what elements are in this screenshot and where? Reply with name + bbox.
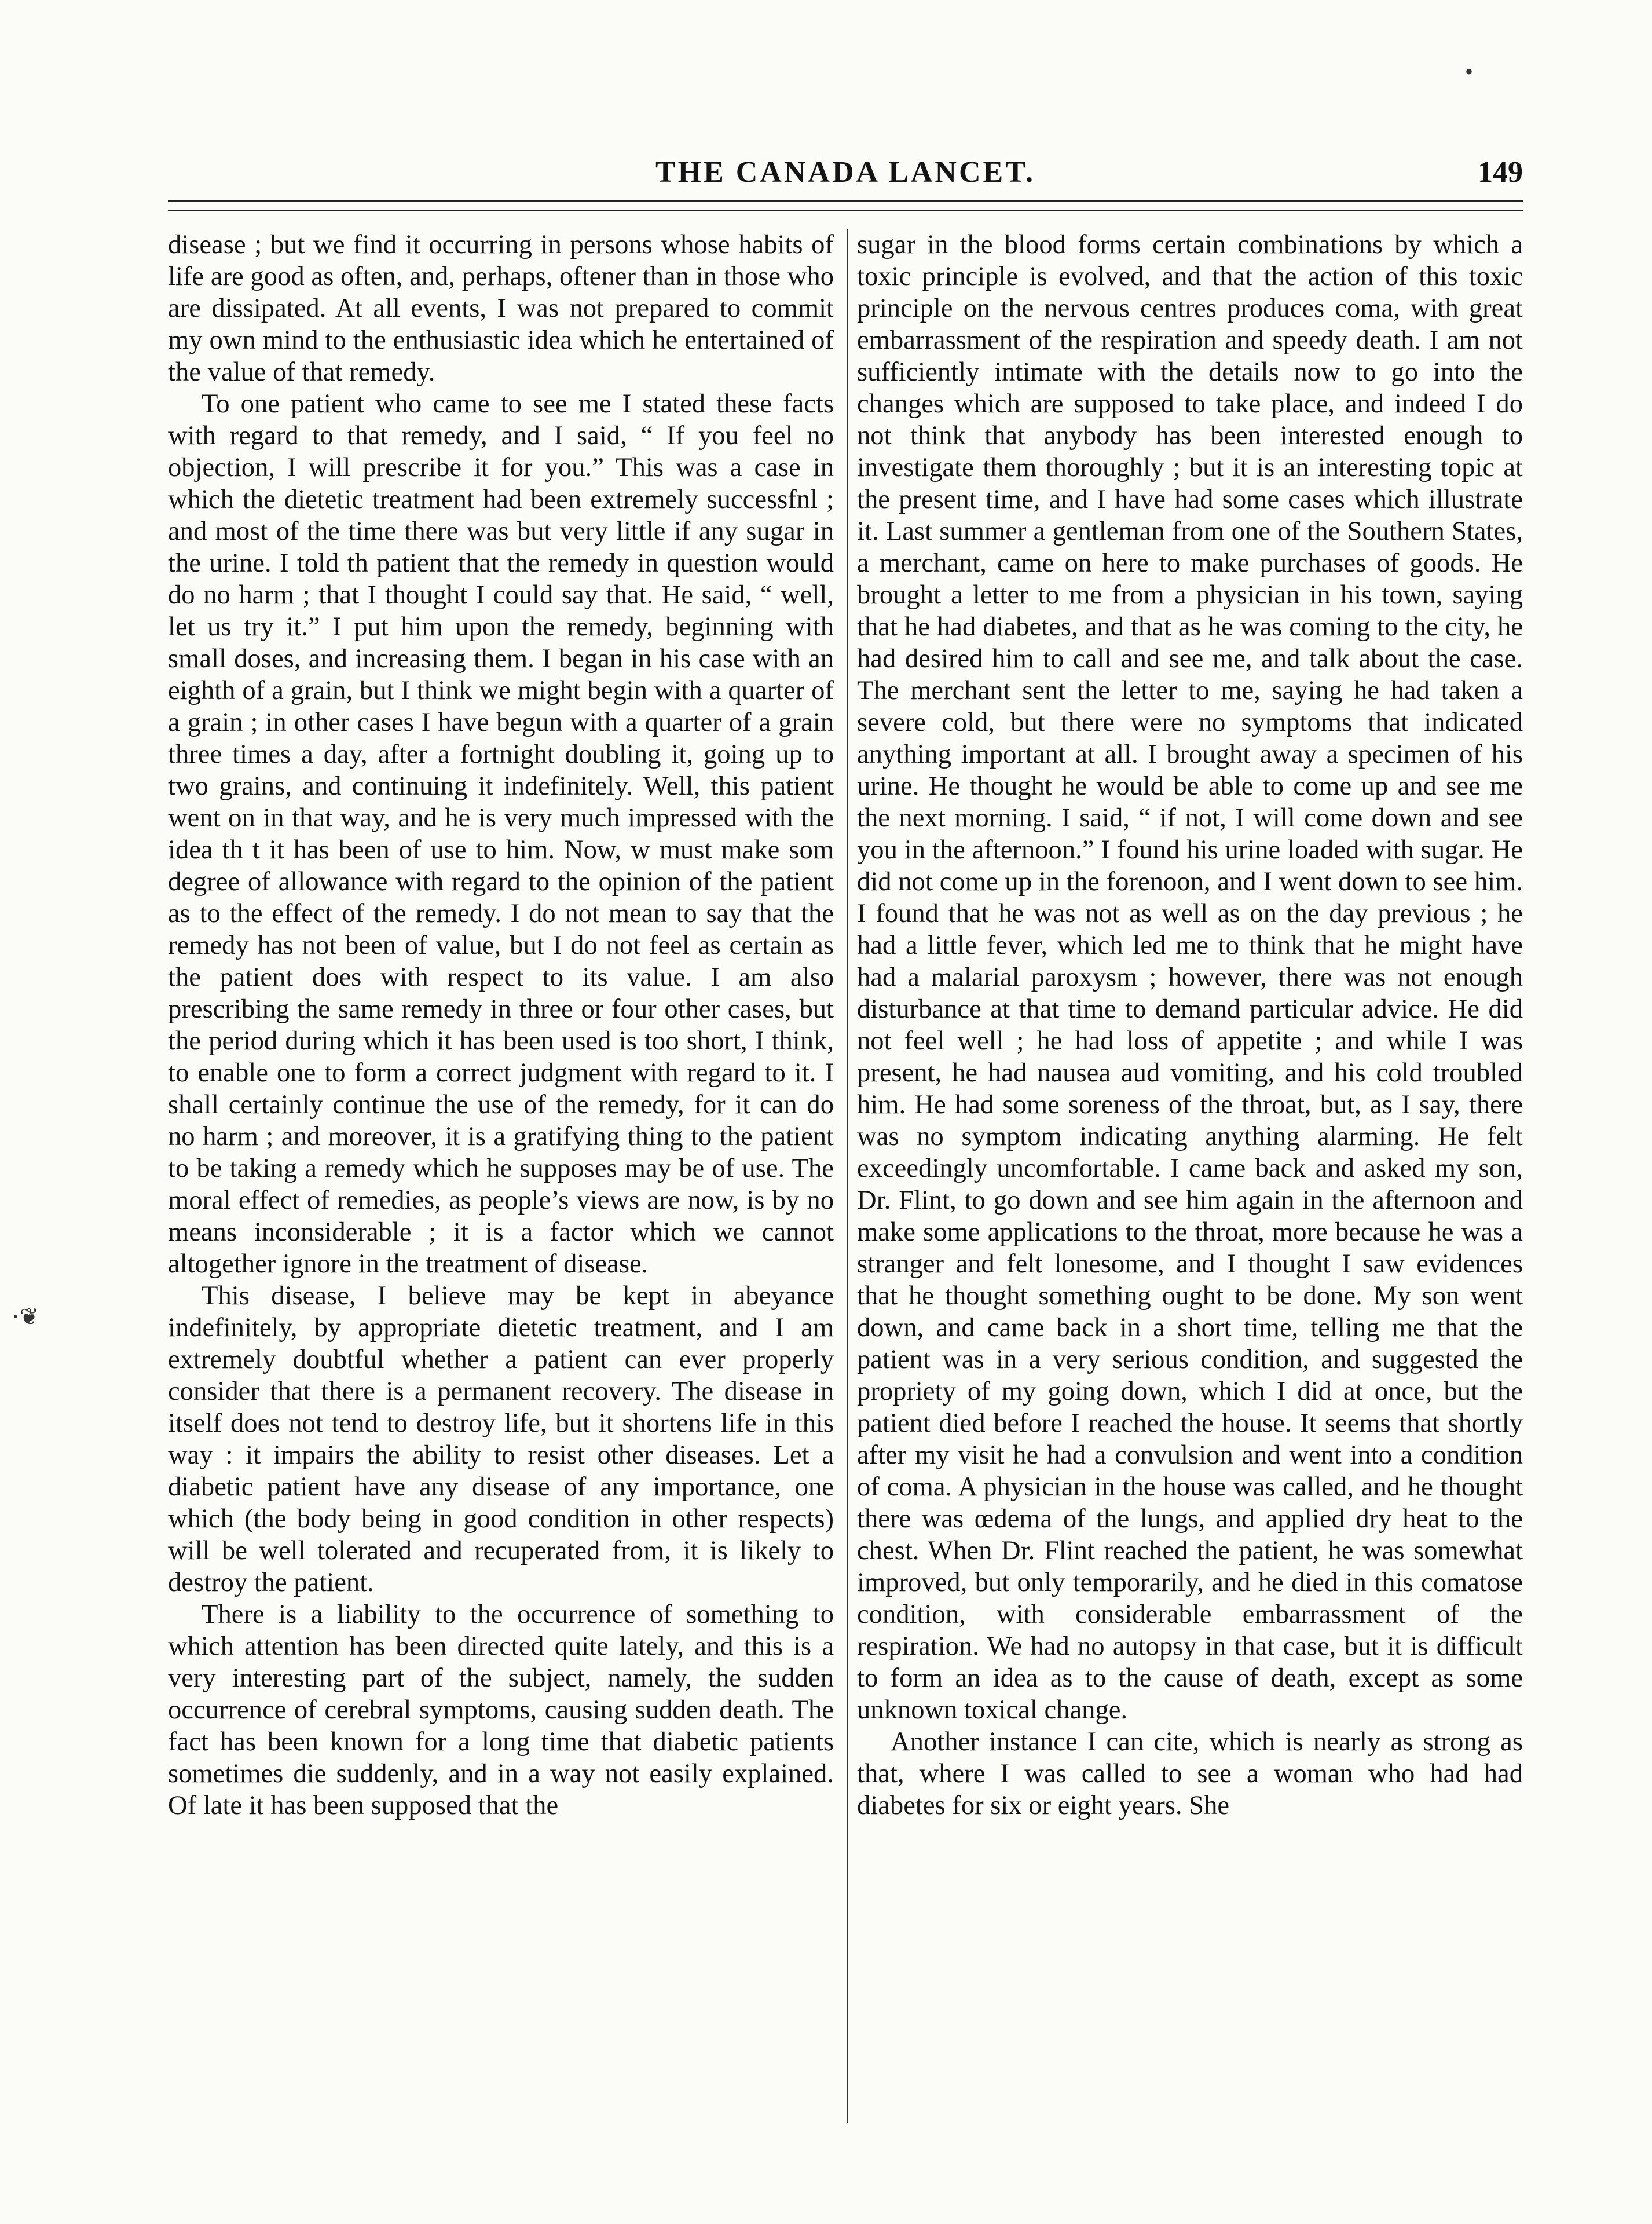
paragraph: disease ; but we find it occurring in persons whose habits of life are good as often, and, perhaps, oftener than in those who are dissipated. At all events, I was not prepared to commit my own mind to the enthusiastic idea which he entertained of the value of that remedy. <box>168 229 834 387</box>
paragraph: To one patient who came to see me I stated these facts with regard to that remedy, and I said, “ If you feel no objection, I will prescribe it for you.” This was a case in which the dietetic treatment had been extremely successfnl ; and most of the time there was but very little if any sugar in the urine. I told th patient that the remedy in question would do no harm ; that I thought I could say that. He said, “ well, let us try it.” I put him upon the remedy, beginning with small doses, and increasing them. I began in his case with an eighth of a grain, but I think we might begin with a quarter of a grain ; in other cases I have begun with a quarter of a grain three times a day, after a fortnight doubling it, going up to two grains, and continuing it indefinitely. Well, this patient went on in that way, and he is very much impressed with the idea th t it has been of use to him. Now, w must make som degree of allowance with regard to the opinion of the patient as to the effect of the remedy. I do not mean to say that the remedy has not been of value, but I do not feel as certain as the patient does with respect to its value. I am also prescribing the same remedy in three or four other cases, but the period during which it has been used is too short, I think, to enable one to form a correct judgment with regard to it. I shall certainly continue the use of the remedy, for it can do no harm ; and moreover, it is a gratifying thing to the patient to be taking a remedy which he supposes may be of use. The moral effect of remedies, as people’s views are now, is by no means inconsiderable ; it is a factor which we cannot altogether ignore in the treatment of disease. <box>168 389 834 1279</box>
paragraph: sugar in the blood forms certain combinations by which a toxic principle is evolved, and that the action of this toxic principle on the nervous centres produces coma, with great embarrassment of the respiration and speedy death. I am not sufficiently intimate with the details now to go into the changes which are supposed to take place, and indeed I do not think that anybody has been interested enough to investigate them thoroughly ; but it is an interesting topic at the present time, and I have had some cases which illustrate it. Last summer a gentleman from one of the Southern States, a merchant, came on here to make purchases of goods. He brought a letter to me from a physician in his town, saying that he had diabetes, and that as he was coming to the city, he had desired him to call and see me, and talk about the case. The merchant sent the letter to me, saying he had taken a severe cold, but there were no symptoms that indicated anything important at all. I brought away a specimen of his urine. He thought he would be able to come up and see me the next morning. I said, “ if not, I will come down and see you in the afternoon.” I found his urine loaded with sugar. He did not come up in the forenoon, and I went down to see him. I found that he was not as well as on the day previous ; he had a little fever, which led me to think that he might have had a malarial paroxysm ; however, there was not enough disturbance at that time to demand particular advice. He did not feel well ; he had loss of appetite ; and while I was present, he had nausea aud vomiting, and his cold troubled him. He had some soreness of the throat, but, as I say, there was no symptom indicating anything alarming. He felt exceedingly uncomfortable. I came back and asked my son, Dr. Flint, to go down and see him again in the afternoon and make some applications to the throat, more because he was a stranger and felt lonesome, and I thought I saw evidences that he thought something ought to be done. My son went down, and came back in a short time, telling me that the patient was in a very serious condition, and suggested the propriety of my going down, which I did at once, but the patient died before I reached the house. It seems that shortly after my visit he had a convulsion and went into a condition of coma. A physician in the house was called, and he thought there was œdema of the lungs, and applied dry heat to the chest. When Dr. Flint reached the patient, he was somewhat improved, but only temporarily, and he died in this comatose condition, with considerable embarrassment of the respiration. We had no autopsy in that case, but it is difficult to form an idea as to the cause of death, except as some unknown toxical change. <box>857 229 1523 1725</box>
left-column <box>168 229 834 2146</box>
margin-mark: • <box>1465 58 1474 85</box>
journal-title: THE CANADA LANCET. <box>655 156 1036 189</box>
header-rule <box>168 200 1523 211</box>
page-number: 149 <box>1478 156 1523 189</box>
paragraph: There is a liability to the occurrence of something to which attention has been directed quite lately, and this is a very interesting part of the subject, namely, the sudden occurrence of cerebral symptoms, causing sudden death. The fact has been known for a long time that diabetic patients sometimes die suddenly, and in a way not easily explained. Of late it has been supposed that the <box>168 1599 834 1820</box>
margin-mark: ⋅❦ <box>12 1304 39 1330</box>
column-divider <box>847 229 848 2123</box>
paragraph: This disease, I believe may be kept in abeyance indefinitely, by appropriate dietetic treatment, and I am extremely doubtful whether a patient can ever properly consider that there is a permanent recovery. The disease in itself does not tend to destroy life, but it shortens life in this way : it impairs the ability to resist other diseases. Let a diabetic patient have any disease of any importance, one which (the body being in good condition in other respects) will be well tolerated and recuperated from, it is likely to destroy the patient. <box>168 1281 834 1597</box>
paragraph: Another instance I can cite, which is nearly as strong as that, where I was called to see a woman who had had diabetes for six or eight years. She <box>857 1726 1523 1820</box>
right-column <box>857 229 1523 2146</box>
page-header <box>168 155 1523 202</box>
